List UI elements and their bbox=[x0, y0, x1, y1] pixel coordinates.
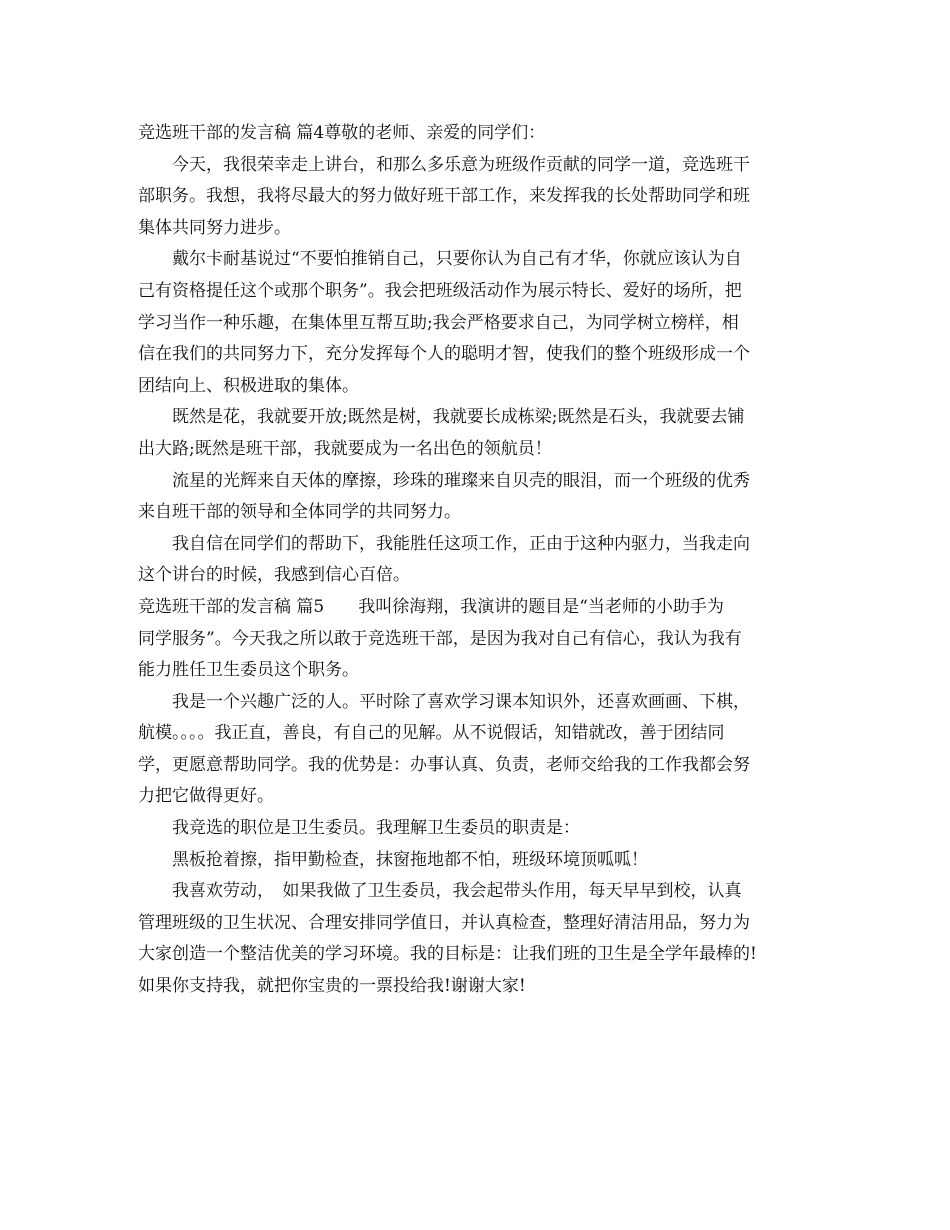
text-line: 部职务。我想，我将尽最大的努力做好班干部工作，来发挥我的长处帮助同学和班 bbox=[138, 186, 750, 207]
text-line: 出大路;既然是班干部，我就要成为一名出色的领航员！ bbox=[138, 438, 552, 459]
text-line: 我是一个兴趣广泛的人。平时除了喜欢学习课本知识外，还喜欢画画、下棋， bbox=[172, 691, 750, 712]
text-line: 黑板抢着擦，指甲勤检查，抹窗拖地都不怕，班级环境顶呱呱！ bbox=[172, 849, 648, 870]
text-line: 集体共同努力进步。 bbox=[138, 217, 291, 238]
text-line: 团结向上、积极进取的集体。 bbox=[138, 375, 359, 396]
text-line: 既然是花，我就要开放;既然是树，我就要长成栋梁;既然是石头，我就要去铺 bbox=[172, 407, 745, 428]
text-line: 力把它做得更好。 bbox=[138, 786, 274, 807]
text-line: 流星的光辉来自天体的摩擦，珍珠的璀璨来自贝壳的眼泪，而一个班级的优秀 bbox=[172, 470, 750, 491]
text-line: 戴尔卡耐基说过“不要怕推销自己，只要你认为自己有才华，你就应该认为自 bbox=[172, 249, 742, 270]
text-line: 我自信在同学们的帮助下，我能胜任这项工作，正由于这种内驱力，当我走向 bbox=[172, 533, 750, 554]
text-line: 这个讲台的时候，我感到信心百倍。 bbox=[138, 565, 410, 586]
document-page bbox=[138, 118, 818, 1003]
text-line: 竞选班干部的发言稿 篇4尊敬的老师、亲爱的同学们： bbox=[138, 123, 546, 143]
text-line: 我竞选的职位是卫生委员。我理解卫生委员的职责是： bbox=[172, 818, 580, 839]
text-line: 大家创造一个整洁优美的学习环境。我的目标是：让我们班的卫生是全学年最棒的! bbox=[138, 944, 757, 965]
text-line: 我喜欢劳动， 如果我做了卫生委员，我会起带头作用，每天早早到校，认真 bbox=[172, 881, 742, 902]
text-line: 学习当作一种乐趣，在集体里互帮互助;我会严格要求自己，为同学树立榜样，相 bbox=[138, 312, 739, 333]
text-line: 己有资格提任这个或那个职务”。我会把班级活动作为展示特长、爱好的场所，把 bbox=[138, 280, 742, 301]
text-line: 信在我们的共同努力下，充分发挥每个人的聪明才智，使我们的整个班级形成一个 bbox=[138, 344, 750, 365]
text-line: 如果你支持我，就把你宝贵的一票投给我!谢谢大家! bbox=[138, 976, 526, 997]
text-line: 同学服务”。今天我之所以敢于竞选班干部，是因为我对自己有信心，我认为我有 bbox=[138, 628, 742, 649]
text-line: 今天，我很荣幸走上讲台，和那么多乐意为班级作贡献的同学一道，竞选班干 bbox=[172, 154, 750, 175]
text-line: 学，更愿意帮助同学。我的优势是：办事认真、负责，老师交给我的工作我都会努 bbox=[138, 754, 750, 775]
text-line: 航模。。。。我正直，善良，有自己的见解。从不说假话，知错就改，善于团结同 bbox=[138, 723, 725, 744]
text-line: 竞选班干部的发言稿 篇5 我叫徐海翔，我演讲的题目是“当老师的小助手为 bbox=[138, 596, 724, 617]
text-line: 管理班级的卫生状况、合理安排同学值日，并认真检查，整理好清洁用品，努力为 bbox=[138, 912, 750, 933]
text-line: 来自班干部的领导和全体同学的共同努力。 bbox=[138, 502, 461, 523]
text-line: 能力胜任卫生委员这个职务。 bbox=[138, 660, 359, 681]
